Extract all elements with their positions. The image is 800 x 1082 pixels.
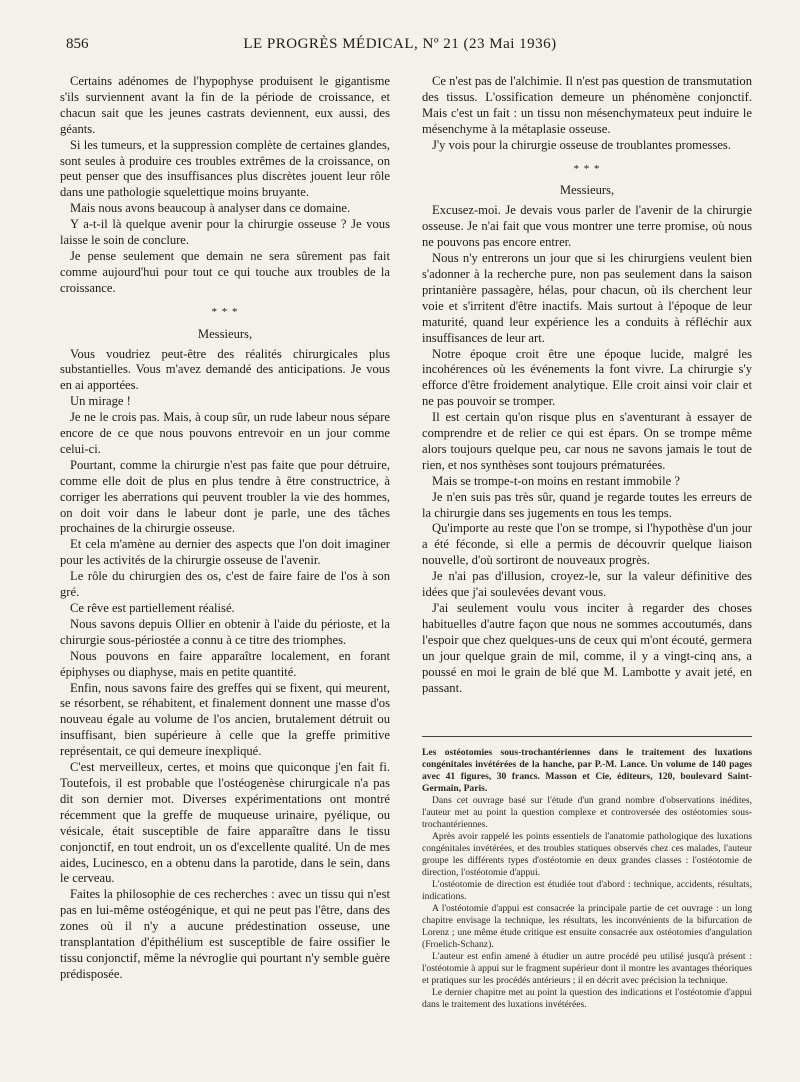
paragraph: Mais nous avons beaucoup à analyser dans ce domaine. [70,201,351,216]
paragraph: J'y vois pour la chirurgie osseuse de troublantes promesses. [432,137,731,152]
paragraph: Ce rêve est partiellement réalisé. [70,601,235,615]
book-review [422,747,752,1011]
section-stars: * * * [573,162,601,175]
section-stars: * * * [211,305,239,318]
paragraph: Notre époque croit être une époque lucide, malgré les incohérences où les événements la font vivre. La chirurgie s'y efforce d'être froidement analytique. Elle croit ainsi voir clair et ne pas pouvoir se tromper. [422,346,752,409]
review-paragraph: Dans cet ouvrage basé sur l'étude d'un grand nombre d'observations inédites, l'auteur met au point la question complexe et controversée des ostéotomies sous-trochantériennes. [422,795,752,830]
paragraph: Le rôle du chirurgien des os, c'est de faire faire de l'os à son gré. [60,569,390,600]
paragraph: Y a-t-il là quelque avenir pour la chirurgie osseuse ? Je vous laisse le soin de conclure. [60,217,390,248]
paragraph: Un mirage ! [70,394,131,409]
review-paragraph: A l'ostéotomie d'appui est consacrée la principale partie de cet ouvrage : un long chapitre envisage la technique, les résultats, les inconvénients de la bifurcation de Lorenz ; une même étude critique est ensuite consacrée aux ostéotomies d'angulation (Froelich-Schanz). [422,903,752,950]
paragraph: Mais se trompe-t-on moins en restant immobile ? [432,473,680,488]
paragraph: Je ne le crois pas. Mais, à coup sûr, un rude labeur nous sépare encore de ce que nous pouvons entrevoir en un jour comme celui-ci. [60,410,390,456]
paragraph: Si les tumeurs, et la suppression complète de certaines glandes, sont seules à produire ces troubles extrêmes de la croissance, on peut penser que des insuffisances plus discrètes jouent leur rôle dans une pathologie squelettique moins bruyante. [60,137,390,200]
paragraph: Nous savons depuis Ollier en obtenir à l'aide du périoste, et la chirurgie sous-périostée a connu à ce titre des triomphes. [60,616,390,647]
paragraph: Et cela m'amène au dernier des aspects que l'on doit imaginer pour les activités de la chirurgie osseuse de l'avenir. [60,537,390,568]
page-number: 856 [66,36,89,52]
paragraph: Il est certain qu'on risque plus en s'aventurant à essayer de comprendre et de relier ce qui est épars. On se trompe même alors toujours quelque peu, car nous ne savons jamais le tout de rien, et nos synthèses sont toujours prématurées. [422,410,752,472]
salutation: Messieurs, [197,326,253,341]
salutation: Messieurs, [559,183,615,198]
paragraph: Pourtant, comme la chirurgie n'est pas faite que pour détruire, comme elle doit de plus en plus tendre à être constructrice, à corriger les aberrations qui peuvent troubler la vie des hommes, on doit voir dans le labeur dont je parle, une des tâches prochaines de la chirurgie osseuse. [60,457,390,536]
paragraph: Je n'en suis pas très sûr, quand je regarde toutes les erreurs de la chirurgie dans ses jugements en tous les temps. [422,489,752,520]
review-paragraph: Le dernier chapitre met au point la question des indications et l'ostéotomie d'appui dans le traitement des luxations invétérées. [422,987,752,1010]
review-paragraph: Après avoir rappelé les points essentiels de l'anatomie pathologique des luxations congénitales invétérées, et des troubles statiques observés chez ces malades, l'auteur groupe les différents types d'ostéotomie en deux grandes classes : l'ostéotomie de direction, l'ostéotomie d'appui. [422,831,752,878]
paragraph: Je n'ai pas d'illusion, croyez-le, sur la valeur définitive des idées que j'ai soulevées devant vous. [422,569,752,600]
page-header [66,36,734,56]
paragraph: Qu'importe au reste que l'on se trompe, si l'hypothèse d'un jour a été féconde, si elle a permis de découvrir quelque liaison nouvelle, d'où sortiront de nouveaux progrès. [422,521,752,568]
journal-title: LE PROGRÈS MÉDICAL, Nº 21 (23 Mai 1936) [243,36,557,52]
paragraph: C'est merveilleux, certes, et moins que quiconque j'en fait fi. Toutefois, il est probable que l'ostéogenèse chirurgicale n'a pas dit son dernier mot. Diverses expérimentations ont montré récemment que la greffe de muqueuse urinaire, pyélique, ou vésicale, était susceptible de faire apparaître dans le tissu conjonctif, en tout endroit, un os d'excellente qualité. Un de mes aides, Lucinesco, en a obtenu dans la parotide, dans le sein, dans le cerveau. [60,760,390,886]
paragraph: Ce n'est pas de l'alchimie. Il n'est pas question de transmutation des tissus. L'ossification demeure un phénomène conjonctif. Mais c'est un fait : un tissu non mésenchymateux peut induire le mésenchyme à la métaplasie osseuse. [422,74,752,136]
paragraph: Excusez-moi. Je devais vous parler de l'avenir de la chirurgie osseuse. Je n'ai fait que vous montrer une terre promise, où nous ne pouvons pas encore entrer. [422,203,752,250]
review-paragraph: L'auteur est enfin amené à étudier un autre procédé peu utilisé jusqu'à présent : l'ostéotomie à appui sur le fragment supérieur dont il montre les avantages théoriques et pratiques sur les procédés antérieurs ; il en décrit avec précision la technique. [422,951,752,986]
review-title: Les ostéotomies sous-trochantériennes dans le traitement des luxations congénitales invétérées de la hanche, par P.-M. Lance. Un volume de 140 pages avec 41 figures, 30 francs. Masson et Cie, éditeurs, 120, boulevard Saint-Germain, Paris. [422,747,752,794]
paragraph: Nous n'y entrerons un jour que si les chirurgiens veulent bien s'adonner à la recherche pure, non pas seulement dans la saison printanière passagère, hélas, pour chacun, où ils cherchent leur voie et s'irritent d'être inactifs. Mais surtout à l'époque de leur maturité, quand leur expérience les a conduits à réfléchir aux insuffisances de leur art. [422,251,752,345]
left-column [60,74,390,983]
review-divider [422,736,752,737]
paragraph: Vous voudriez peut-être des réalités chirurgicales plus substantielles. Vous m'avez demandé des anticipations. Je vous en ai apportées. [60,346,390,393]
right-column [422,74,752,696]
paragraph: Certains adénomes de l'hypophyse produisent le gigantisme s'ils surviennent avant la fin de la période de croissance, et chacun sait que les jeunes castrats deviennent, eux aussi, des géants. [60,74,390,136]
paragraph: Nous pouvons en faire apparaître localement, en forant épiphyses ou diaphyse, mais en petite quantité. [60,648,390,679]
review-paragraph: L'ostéotomie de direction est étudiée tout d'abord : technique, accidents, résultats, indications. [422,879,752,902]
paragraph: Enfin, nous savons faire des greffes qui se fixent, qui meurent, se résorbent, se réhabitent, et finalement donnent une masse d'os nouveau égale au volume de l'os ancien, brutalement détruit ou insuffisant, bien supérieure à celle que la greffe primitive représentait, ce qui demeure inexpliqué. [60,680,390,759]
paragraph: Je pense seulement que demain ne sera sûrement pas fait comme aujourd'hui pour tout ce qui touche aux troubles de la croissance. [60,248,390,295]
paragraph: J'ai seulement voulu vous inciter à regarder des choses habituelles d'autre façon que nous ne sommes accoutumés, dans l'espoir que chez quelques-uns de ceux qui m'ont écouté, germera un jour quelque grain de mil, comme, il y a vingt-cinq ans, a poussé en moi le grain de blé que M. Lambotte y avait jeté, en passant. [422,601,752,695]
paragraph: Faites la philosophie de ces recherches : avec un tissu qui n'est pas en lui-même ostéogénique, et qui ne peut pas l'être, dans des zones où il n'y a aucune prédestination osseuse, une transplantation d'épithélium est susceptible de faire ossifier le tissu conjonctif, même la névroglie qui pourtant n'y semble guère prédisposée. [60,887,390,981]
